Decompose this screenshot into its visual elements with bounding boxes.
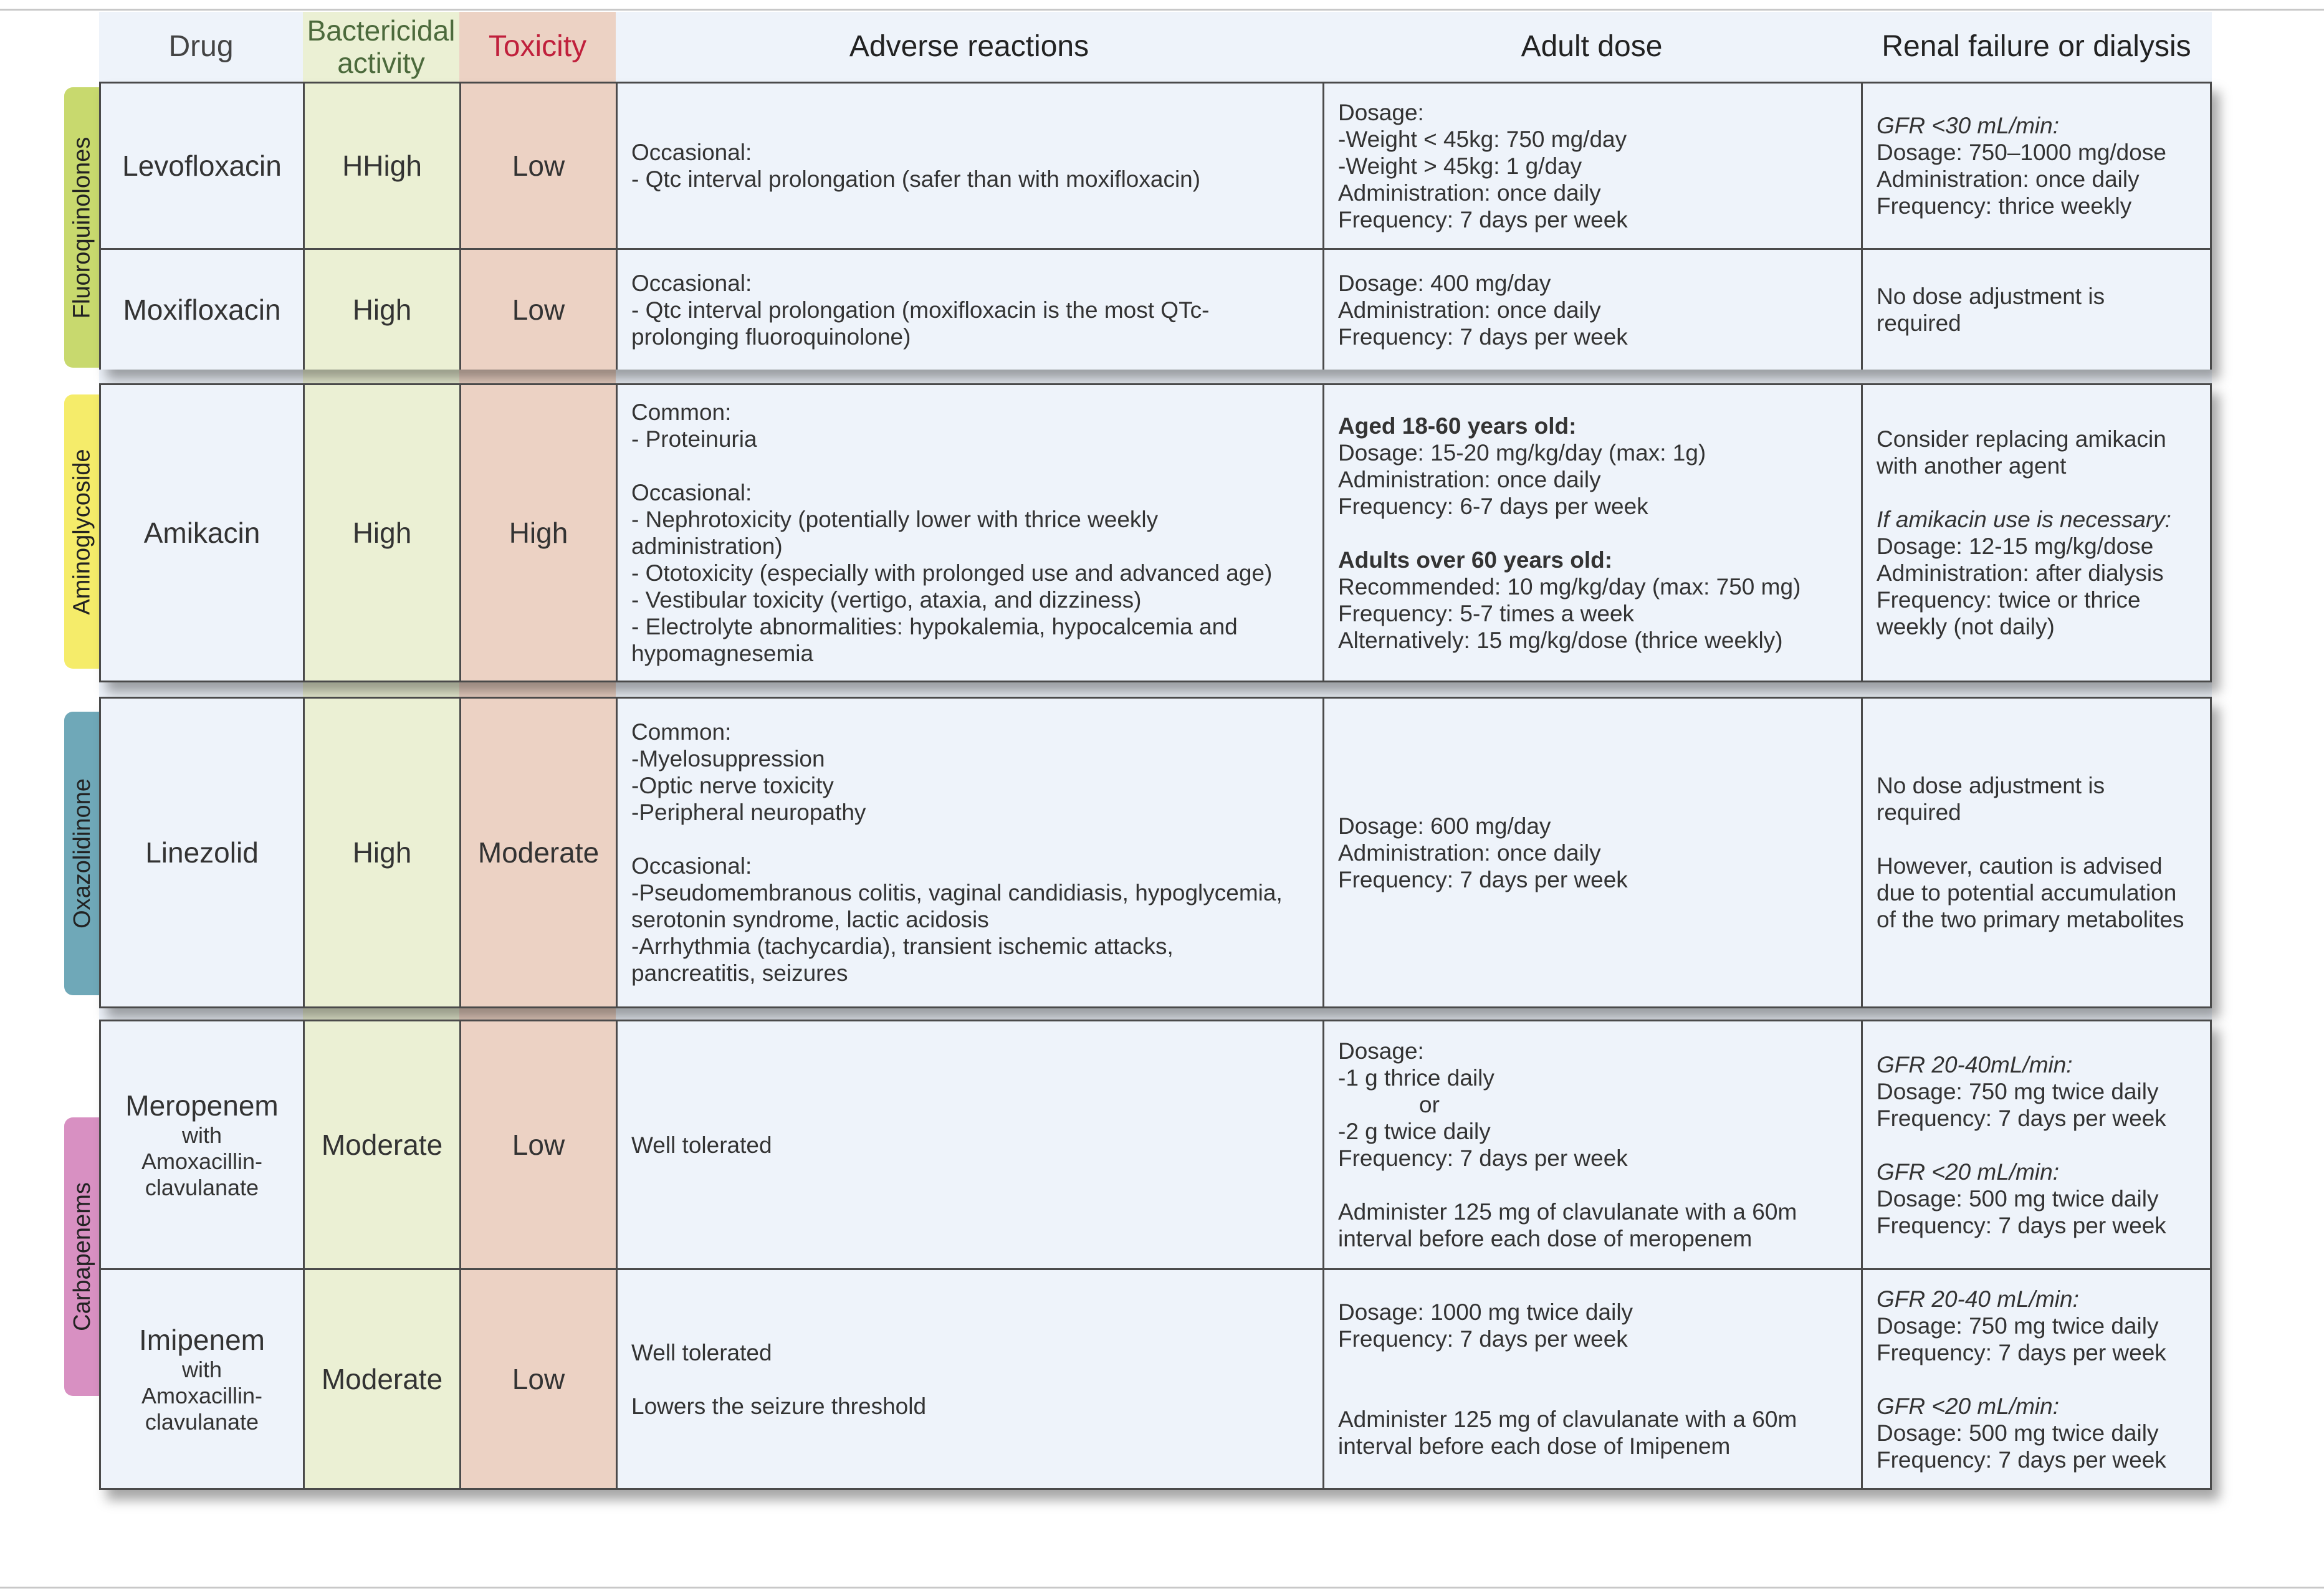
fluoroquinolones-label: Fluoroquinolones (69, 136, 95, 318)
drug-cell: Imipenem with Amoxacillin- clavulanate (101, 1270, 305, 1488)
carbapenems-label: Carbapenems (69, 1182, 95, 1331)
table-row (101, 385, 2210, 681)
dose-cell: Dosage: 400 mg/day Administration: once daily Frequency: 7 days per week (1324, 250, 1863, 370)
adverse-cell: Well tolerated Lowers the seizure threshold (618, 1270, 1324, 1488)
toxicity-cell: Low (461, 250, 618, 370)
bactericidal-cell: High (305, 385, 461, 681)
bottom-rule (0, 1587, 2324, 1589)
table-row (101, 248, 2210, 370)
aminoglycoside-label: Aminoglycoside (69, 448, 95, 615)
toxicity-cell: Low (461, 84, 618, 248)
group-aminoglycoside (99, 383, 2212, 682)
dose-cell: Dosage: -1 g thrice daily or -2 g twice daily Frequency: 7 days per week Administer 125 mg of clavulanate with a 60m interval before each dose of meropenem (1324, 1021, 1863, 1268)
drug-cell: Levofloxacin (101, 84, 305, 248)
table-row (101, 1268, 2210, 1488)
bactericidal-cell: Moderate (305, 1270, 461, 1488)
header-toxicity: Toxicity (488, 30, 587, 63)
bactericidal-cell: High (305, 699, 461, 1006)
header-dose: Adult dose (1521, 30, 1663, 63)
renal-cell: Consider replacing amikacin with another agent If amikacin use is necessary: Dosage: 12-15 mg/kg/dose Administration: after dialysis Frequency: twice or thrice weekly (not daily) (1863, 385, 2210, 681)
renal-cell: GFR 20-40 mL/min: Dosage: 750 mg twice daily Frequency: 7 days per week GFR <20 mL/min: Dosage: 500 mg twice daily Frequency: 7 days per week (1863, 1270, 2210, 1488)
group-oxazolidinone (99, 697, 2212, 1008)
bactericidal-cell: HHigh (305, 84, 461, 248)
oxazolidinone-label: Oxazolidinone (69, 778, 95, 929)
table-row (101, 1021, 2210, 1268)
renal-cell: GFR <30 mL/min: Dosage: 750–1000 mg/dose Administration: once daily Frequency: thrice weekly (1863, 84, 2210, 248)
adverse-cell: Occasional: - Qtc interval prolongation (moxifloxacin is the most QTc- prolonging fluoroquinolone) (618, 250, 1324, 370)
group-carbapenems (99, 1020, 2212, 1490)
renal-cell: No dose adjustment is required (1863, 250, 2210, 370)
table-row (101, 699, 2210, 1006)
toxicity-cell: High (461, 385, 618, 681)
adverse-cell: Well tolerated (618, 1021, 1324, 1268)
dose-cell: Dosage: -Weight < 45kg: 750 mg/day -Weight > 45kg: 1 g/day Administration: once daily Frequency: 7 days per week (1324, 84, 1863, 248)
bactericidal-cell: Moderate (305, 1021, 461, 1268)
adverse-cell: Common: -Myelosuppression -Optic nerve toxicity -Peripheral neuropathy Occasional: -Pseudomembranous colitis, vaginal candidiasis, hypoglycemia, serotonin syndrome, lactic acidosis -Arrhythmia (tachycardia), transient ischemic attacks, pancreatitis, seizures (618, 699, 1324, 1006)
drug-cell: Linezolid (101, 699, 305, 1006)
toxicity-cell: Low (461, 1021, 618, 1268)
toxicity-cell: Moderate (461, 699, 618, 1006)
header-adverse: Adverse reactions (849, 30, 1089, 63)
bactericidal-cell: High (305, 250, 461, 370)
top-rule (0, 9, 2324, 11)
adverse-cell: Occasional: - Qtc interval prolongation (safer than with moxifloxacin) (618, 84, 1324, 248)
header-bactericidal: Bactericidal activity (307, 14, 456, 79)
dose-cell: Dosage: 600 mg/day Administration: once daily Frequency: 7 days per week (1324, 699, 1863, 1006)
group-fluoroquinolones (99, 82, 2212, 370)
drug-cell: Moxifloxacin (101, 250, 305, 370)
header-drug: Drug (168, 30, 234, 63)
dose-cell: Aged 18-60 years old: Dosage: 15-20 mg/kg/day (max: 1g) Administration: once daily Frequency: 6-7 days per week Adults over 60 years old: Recommended: 10 mg/kg/day (max: 750 mg) Frequency: 5-7 times a week Alternatively: 15 mg/kg/dose (thrice weekly) (1324, 385, 1863, 681)
adverse-cell: Common: - Proteinuria Occasional: - Nephrotoxicity (potentially lower with thrice weekly administration) - Ototoxicity (especially with prolonged use and advanced age) - Vestibular toxicity (vertigo, ataxia, and dizziness) - Electrolyte abnormalities: hypokalemia, hypocalcemia and hypomagnesemia (618, 385, 1324, 681)
drug-cell: Amikacin (101, 385, 305, 681)
table-row (101, 84, 2210, 248)
renal-cell: No dose adjustment is required However, caution is advised due to potential accumulation of the two primary metabolites (1863, 699, 2210, 1006)
toxicity-cell: Low (461, 1270, 618, 1488)
renal-cell: GFR 20-40mL/min: Dosage: 750 mg twice daily Frequency: 7 days per week GFR <20 mL/min: Dosage: 500 mg twice daily Frequency: 7 days per week (1863, 1021, 2210, 1268)
dose-cell: Dosage: 1000 mg twice daily Frequency: 7 days per week Administer 125 mg of clavulanate with a 60m interval before each dose of Imipenem (1324, 1270, 1863, 1488)
header-renal: Renal failure or dialysis (1882, 30, 2191, 63)
drug-cell: Meropenem with Amoxacillin- clavulanate (101, 1021, 305, 1268)
